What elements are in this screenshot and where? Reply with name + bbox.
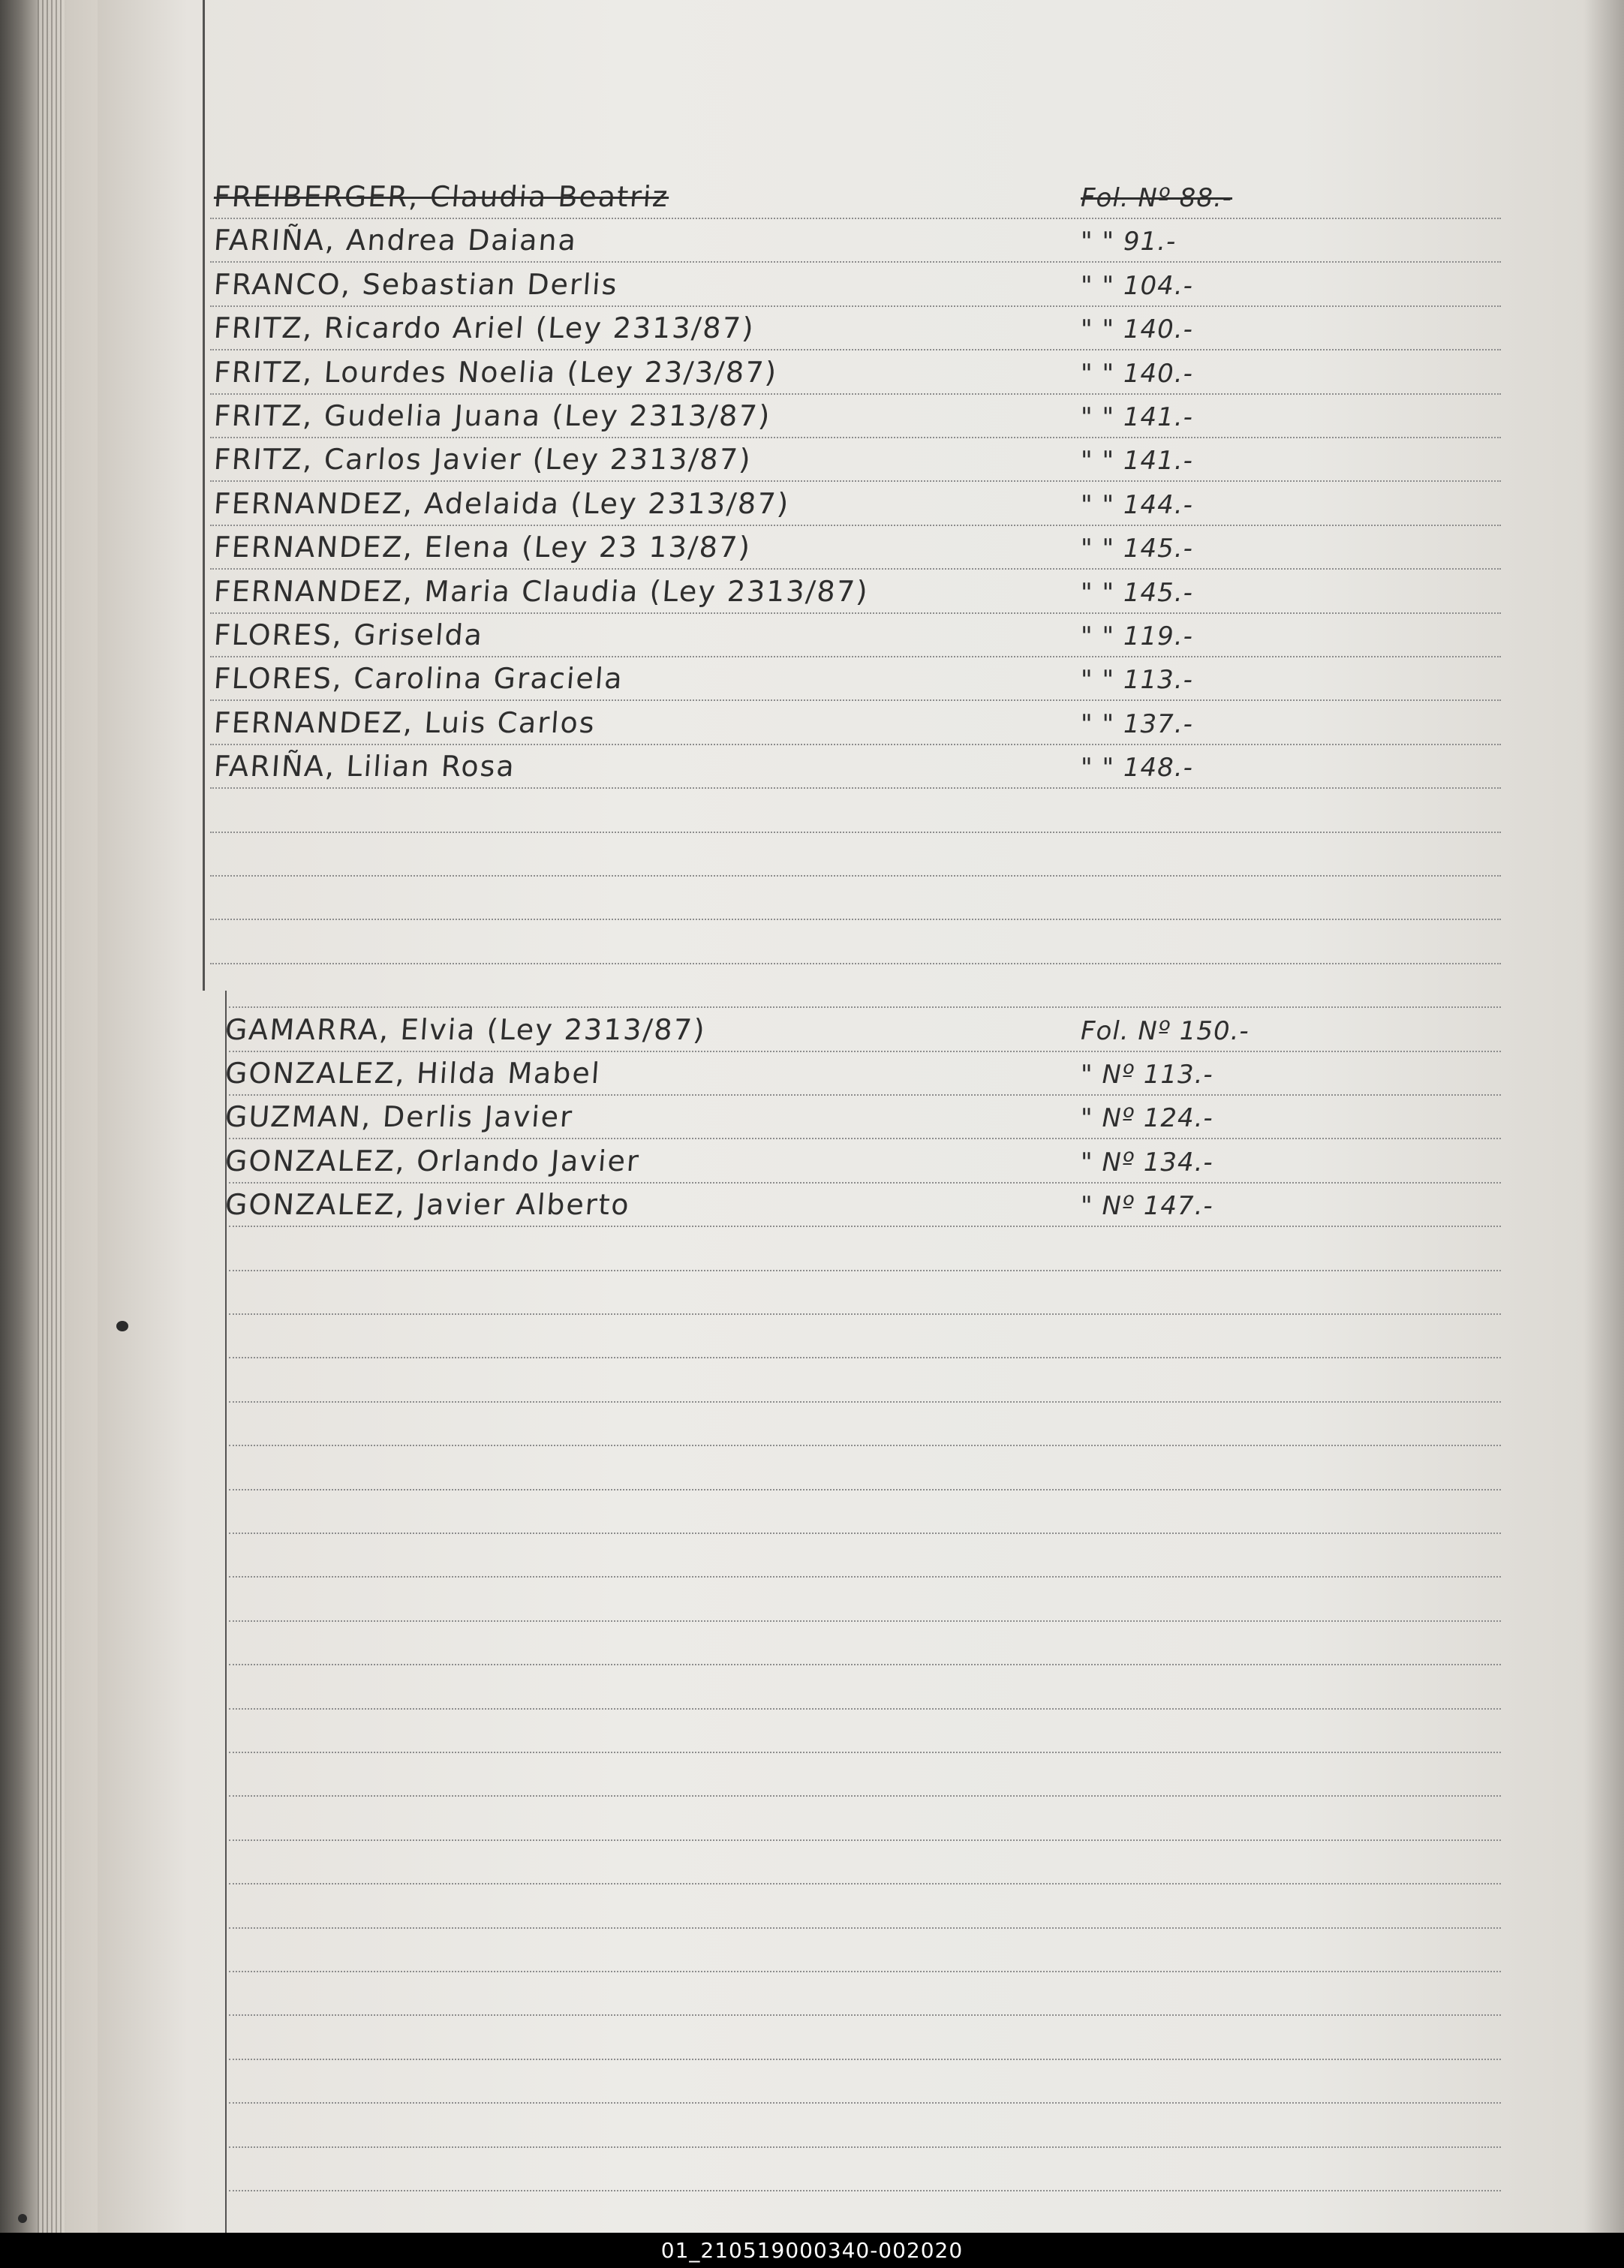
ruled-line <box>229 1576 1501 1578</box>
entry-name: FRITZ, Ricardo Ariel (Ley 2313/87) <box>212 311 756 344</box>
entry-folio: " Nº 147.- <box>1081 1191 1213 1221</box>
entry-folio: " " 140.- <box>1081 359 1193 389</box>
ruled-line <box>229 1489 1501 1490</box>
entry-name: FERNANDEZ, Elena (Ley 23 13/87) <box>212 531 753 564</box>
entry-name: FERNANDEZ, Adelaida (Ley 2313/87) <box>212 487 791 520</box>
entry-folio: Fol. Nº 88.- <box>1081 183 1233 213</box>
punch-hole-mark <box>116 1321 128 1331</box>
entry-name: FLORES, Carolina Graciela <box>212 662 625 695</box>
entry-row <box>0 525 1624 568</box>
footer-bar <box>0 2233 1624 2268</box>
entry-folio: " " 148.- <box>1081 753 1193 783</box>
entry-row <box>0 612 1624 656</box>
entry-row <box>0 1007 1624 1051</box>
entry-row <box>0 1094 1624 1138</box>
ruled-line <box>229 2146 1501 2148</box>
ruled-line <box>229 1357 1501 1358</box>
entry-folio: " " 140.- <box>1081 314 1193 344</box>
entry-folio: " " 141.- <box>1081 402 1193 432</box>
entry-row <box>0 744 1624 787</box>
ruled-line <box>229 1927 1501 1929</box>
ruled-line <box>229 2102 1501 2104</box>
entry-row <box>0 350 1624 393</box>
entry-name: FARIÑA, Lilian Rosa <box>212 750 517 783</box>
entry-folio: Fol. Nº 150.- <box>1081 1016 1250 1046</box>
entry-row <box>0 437 1624 480</box>
ruled-line <box>229 1883 1501 1884</box>
ruled-line <box>210 832 1501 833</box>
ruled-line <box>229 1752 1501 1753</box>
punch-hole-mark <box>18 2214 27 2223</box>
entry-row <box>0 656 1624 699</box>
ruled-line <box>229 2014 1501 2016</box>
entry-folio: " Nº 113.- <box>1081 1060 1213 1090</box>
ruled-line <box>229 1401 1501 1403</box>
entry-row <box>0 393 1624 437</box>
ruled-line <box>229 2059 1501 2060</box>
entry-row <box>0 1139 1624 1182</box>
entry-folio: " " 137.- <box>1081 709 1193 739</box>
entry-folio: " " 141.- <box>1081 446 1193 476</box>
entry-name: GONZALEZ, Orlando Javier <box>224 1145 642 1178</box>
ruled-line <box>229 1664 1501 1665</box>
entry-name: FARIÑA, Andrea Daiana <box>212 224 579 257</box>
ruled-line <box>229 1445 1501 1446</box>
entry-row <box>0 174 1624 218</box>
entry-row <box>0 218 1624 261</box>
entry-name: FREIBERGER, Claudia Beatriz <box>212 180 670 213</box>
entry-folio: " " 113.- <box>1081 665 1193 695</box>
entry-name: GUZMAN, Derlis Javier <box>224 1100 575 1133</box>
ruled-line <box>229 1533 1501 1534</box>
entry-folio: " " 104.- <box>1081 271 1193 301</box>
entry-name: FRANCO, Sebastian Derlis <box>212 268 620 301</box>
ruled-line <box>229 1708 1501 1710</box>
entry-name: GONZALEZ, Hilda Mabel <box>224 1057 603 1090</box>
entry-row <box>0 262 1624 305</box>
entry-row <box>0 700 1624 744</box>
ruled-line <box>210 787 1501 789</box>
entry-folio: " " 145.- <box>1081 534 1193 564</box>
entry-row <box>0 569 1624 612</box>
entry-folio: " " 144.- <box>1081 490 1193 520</box>
entry-folio: " Nº 134.- <box>1081 1148 1213 1178</box>
entry-folio: " " 145.- <box>1081 578 1193 608</box>
ruled-line <box>210 963 1501 964</box>
entry-name: FLORES, Griselda <box>212 618 485 651</box>
entry-name: FRITZ, Gudelia Juana (Ley 2313/87) <box>212 399 772 432</box>
entry-name: GAMARRA, Elvia (Ley 2313/87) <box>224 1013 708 1046</box>
entry-name: FERNANDEZ, Luis Carlos <box>212 706 597 739</box>
entry-name: FRITZ, Lourdes Noelia (Ley 23/3/87) <box>212 356 779 389</box>
entry-name: GONZALEZ, Javier Alberto <box>224 1188 632 1221</box>
ruled-line <box>229 1971 1501 1972</box>
ruled-line <box>229 2190 1501 2191</box>
entry-name: FERNANDEZ, Maria Claudia (Ley 2313/87) <box>212 575 871 608</box>
ruled-line <box>229 1226 1501 1227</box>
ruled-line <box>229 1313 1501 1315</box>
entry-folio: " Nº 124.- <box>1081 1103 1213 1133</box>
ruled-line <box>229 1795 1501 1797</box>
entry-folio: " " 119.- <box>1081 621 1193 651</box>
entry-folio: " " 91.- <box>1081 227 1177 257</box>
ruled-line <box>210 919 1501 920</box>
ruled-line <box>210 875 1501 877</box>
entry-row <box>0 481 1624 525</box>
ruled-line <box>229 1839 1501 1841</box>
entry-row <box>0 305 1624 349</box>
entry-row <box>0 1182 1624 1226</box>
entry-name: FRITZ, Carlos Javier (Ley 2313/87) <box>212 443 753 476</box>
ruled-line <box>229 1620 1501 1622</box>
entry-row <box>0 1051 1624 1094</box>
image-code-label: 01_210519000340-002020 <box>660 2238 964 2263</box>
ruled-line <box>229 1270 1501 1271</box>
